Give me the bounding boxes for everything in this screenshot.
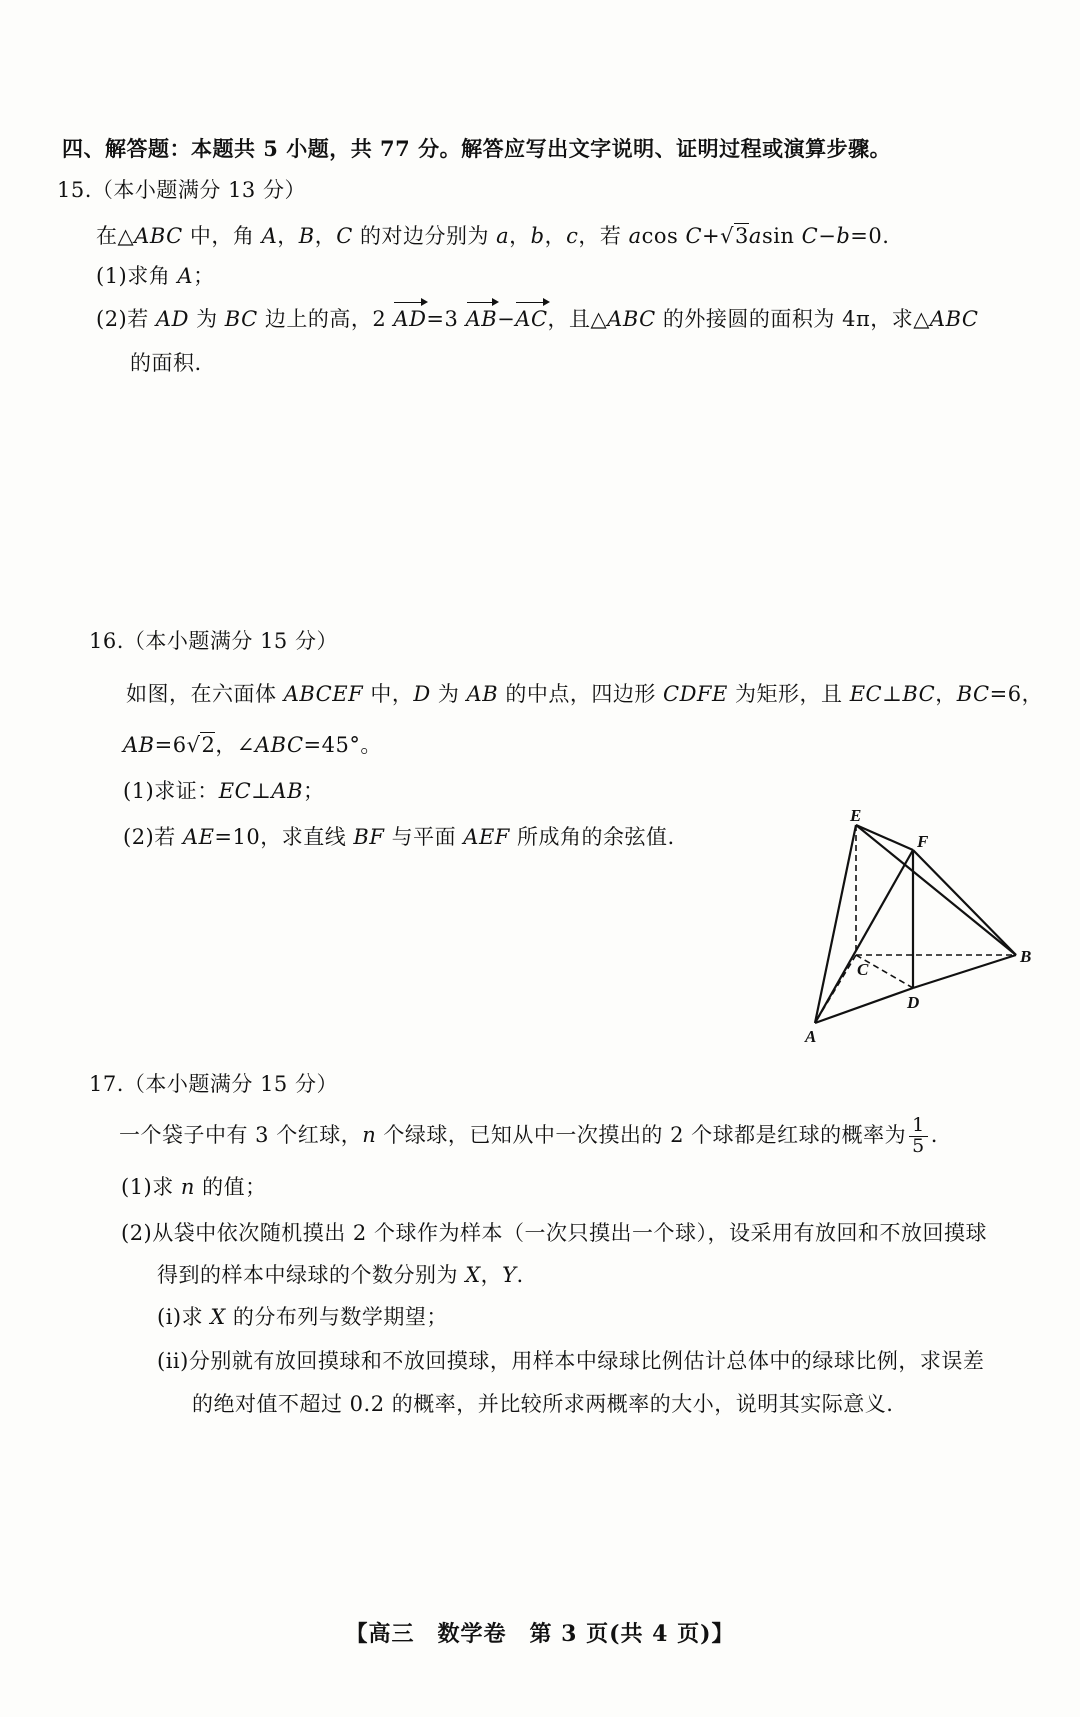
edge-EF: [856, 825, 913, 850]
q16-part1: (1)求证：EC⊥AB；: [123, 779, 325, 803]
q15-part2: (2)若 AD 为 BC 边上的高，2 AD=3 AB−AC，且△ABC 的外接圆的面积为 4π，求△ABC: [96, 307, 979, 331]
q17-sub-ii-line2: 的绝对值不超过 0.2 的概率，并比较所求两概率的大小，说明其实际意义.: [192, 1392, 894, 1416]
q17-part2-line1: (2)从袋中依次随机摸出 2 个球作为样本（一次只摸出一个球），设采用有放回和不放回摸球: [121, 1221, 987, 1245]
q17-header: 17.（本小题满分 15 分）: [89, 1072, 338, 1096]
edge-EA: [815, 825, 856, 1023]
edge-EB: [856, 825, 1016, 955]
q15-stem: 在△ABC 中，角 A，B，C 的对边分别为 a，b，c，若 acos C+√3asin C−b=0.: [96, 224, 890, 248]
edge-FB: [913, 850, 1016, 955]
q15-header: 15.（本小题满分 13 分）: [57, 178, 306, 202]
q16-part2: (2)若 AE=10，求直线 BF 与平面 AEF 所成角的余弦值.: [123, 825, 675, 849]
hexahedron-figure: [795, 810, 1045, 1050]
edge-FA: [815, 850, 913, 1023]
q16-stem-line2: AB=6√2，∠ABC=45°。: [123, 733, 382, 757]
label-C: C: [857, 960, 869, 979]
q17-part1: (1)求 n 的值；: [121, 1175, 267, 1199]
label-D: D: [907, 993, 920, 1012]
edge-AD: [815, 988, 913, 1023]
label-E: E: [850, 810, 862, 825]
q16-header: 16.（本小题满分 15 分）: [89, 629, 338, 653]
label-B: B: [1020, 947, 1032, 966]
q17-sub-i: (i)求 X 的分布列与数学期望；: [157, 1305, 448, 1329]
label-F: F: [917, 832, 929, 851]
edge-DB: [913, 955, 1016, 988]
q15-part2-cont: 的面积.: [130, 351, 202, 375]
q16-stem-line1: 如图，在六面体 ABCEF 中，D 为 AB 的中点，四边形 CDFE 为矩形，且 EC⊥BC，BC=6，: [126, 682, 1044, 706]
page-footer: 【高三 数学卷 第 3 页(共 4 页)】: [345, 1621, 735, 1647]
probability-fraction: $\frac{1}{5}$: [909, 1116, 928, 1157]
label-A: A: [805, 1027, 817, 1046]
q17-stem: 一个袋子中有 3 个红球，n 个绿球，已知从中一次摸出的 2 个球都是红球的概率为 $\frac{1}{5}$ .: [119, 1114, 938, 1157]
q15-part1: (1)求角 A；: [96, 264, 215, 288]
q17-sub-ii-line1: (ii)分别就有放回摸球和不放回摸球，用样本中绿球比例估计总体中的绿球比例，求误差: [157, 1349, 985, 1373]
q17-part2-line2: 得到的样本中绿球的个数分别为 X，Y.: [157, 1263, 524, 1287]
section-heading: 四、解答题：本题共 5 小题，共 77 分。解答应写出文字说明、证明过程或演算步骤。: [62, 136, 892, 161]
